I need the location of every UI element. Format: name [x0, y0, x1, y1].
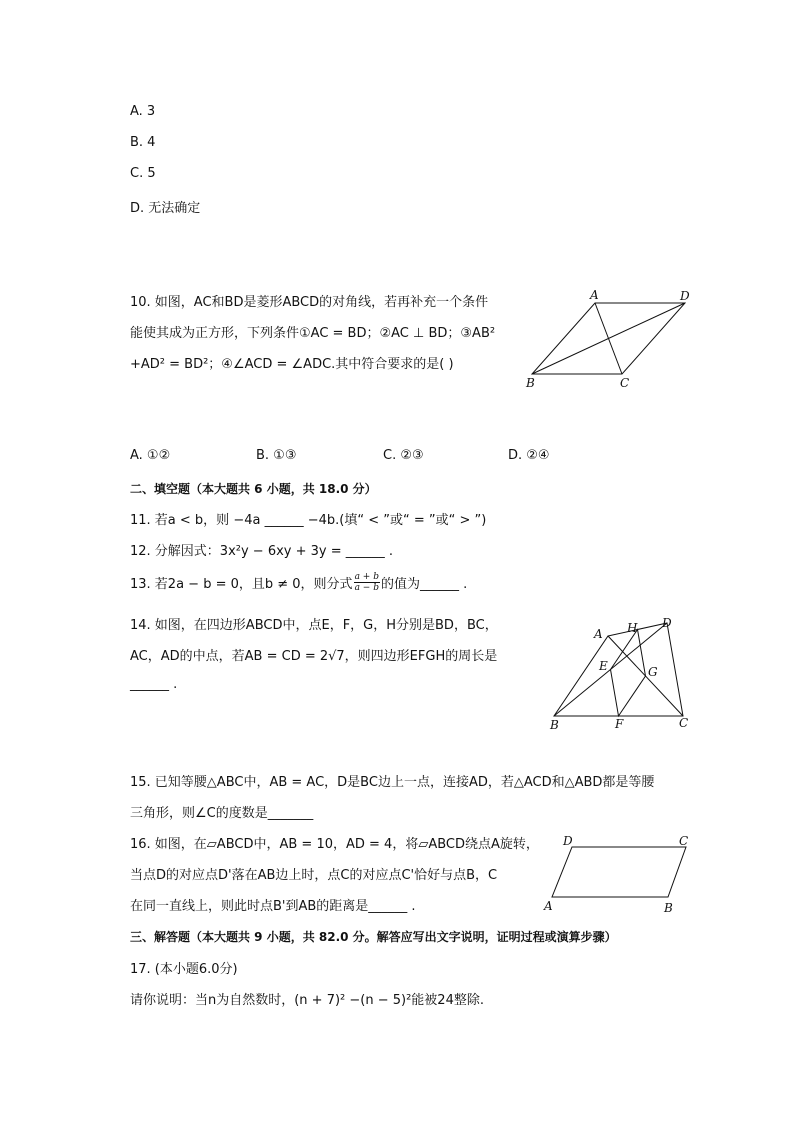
label-b: B — [664, 901, 673, 915]
q16-parallelogram-figure — [540, 832, 700, 918]
section2-heading: 二、填空题（本大题共 6 小题，共 18.0 分） — [130, 482, 377, 496]
q13-text-b: 的值为______ . — [380, 577, 468, 592]
q10-line3: +AD² = BD²；④∠ACD = ∠ADC.其中符合要求的是( ) — [130, 357, 454, 372]
q16-line2: 当点D的对应点D'落在AB边上时，点C的对应点C'恰好与点B，C — [130, 868, 498, 883]
q10-option-a: A. ①② — [130, 448, 171, 463]
efgh-outline — [611, 630, 646, 717]
q16-line3: 在同一直线上，则此时点B'到AB的距离是______ . — [130, 899, 416, 914]
label-d: D — [680, 289, 690, 303]
q10-option-b: B. ①③ — [256, 448, 297, 463]
q10-option-d: D. ②④ — [508, 448, 550, 463]
label-c: C — [620, 376, 630, 390]
label-a: A — [594, 627, 603, 641]
q9-option-b: B. 4 — [130, 135, 156, 150]
q13-fraction-denominator: a − b — [354, 583, 379, 593]
parallelogram-outline — [552, 847, 686, 897]
label-c: C — [679, 716, 689, 730]
label-d: D — [563, 834, 573, 848]
q14-quadrilateral-figure — [540, 612, 700, 736]
q16-line1: 16. 如图，在▱ABCD中，AB = 10，AD = 4，将▱ABCD绕点A旋转， — [130, 837, 539, 852]
label-h: H — [627, 621, 638, 635]
q13-text — [130, 572, 467, 593]
q15-line1: 15. 已知等腰△ABC中，AB = AC，D是BC边上一点，连接AD，若△ACD和△ABD都是等腰 — [130, 775, 655, 790]
q10-line2: 能使其成为正方形，下列条件①AC = BD；②AC ⊥ BD；③AB² — [130, 326, 496, 341]
q17-title: 17. (本小题6.0分) — [130, 962, 238, 977]
q14-line2: AC，AD的中点，若AB = CD = 2√7，则四边形EFGH的周长是 — [130, 649, 498, 664]
q15-line2: 三角形，则∠C的度数是_______ — [130, 806, 314, 821]
q13-fraction — [354, 572, 380, 593]
label-a: A — [544, 899, 553, 913]
label-b: B — [550, 718, 559, 732]
q14-line1: 14. 如图，在四边形ABCD中，点E，F，G，H分别是BD，BC， — [130, 618, 498, 633]
q12-text: 12. 分解因式：3x²y − 6xy + 3y = ______ . — [130, 544, 394, 559]
section3-heading: 三、解答题（本大题共 9 小题，共 82.0 分。解答应写出文字说明，证明过程或演算步骤） — [130, 930, 617, 944]
diagonal-bd — [532, 303, 685, 374]
q10-option-c: C. ②③ — [383, 448, 424, 463]
label-g: G — [648, 665, 658, 679]
q10-line1: 10. 如图，AC和BD是菱形ABCD的对角线，若再补充一个条件 — [130, 295, 489, 310]
q14-line3: ______ . — [130, 677, 178, 692]
q10-rhombus-figure — [520, 286, 700, 392]
q17-text: 请你说明：当n为自然数时，(n + 7)² −(n − 5)²能被24整除. — [130, 993, 484, 1008]
q9-option-c: C. 5 — [130, 166, 156, 181]
q13-fraction-numerator: a + b — [354, 572, 379, 582]
label-c: C — [679, 834, 689, 848]
q13-text-a: 13. 若2a − b = 0，且b ≠ 0，则分式 — [130, 577, 353, 592]
label-d: D — [662, 616, 672, 630]
label-f: F — [615, 717, 624, 731]
label-e: E — [599, 659, 608, 673]
quad-outline — [554, 623, 683, 716]
q9-option-a: A. 3 — [130, 104, 156, 119]
label-a: A — [590, 288, 599, 302]
q9-option-d: D. 无法确定 — [130, 201, 201, 216]
q11-text: 11. 若a < b，则 −4a ______ −4b.(填“ < ”或“ = ”或“ > ”) — [130, 513, 487, 528]
label-b: B — [526, 376, 535, 390]
